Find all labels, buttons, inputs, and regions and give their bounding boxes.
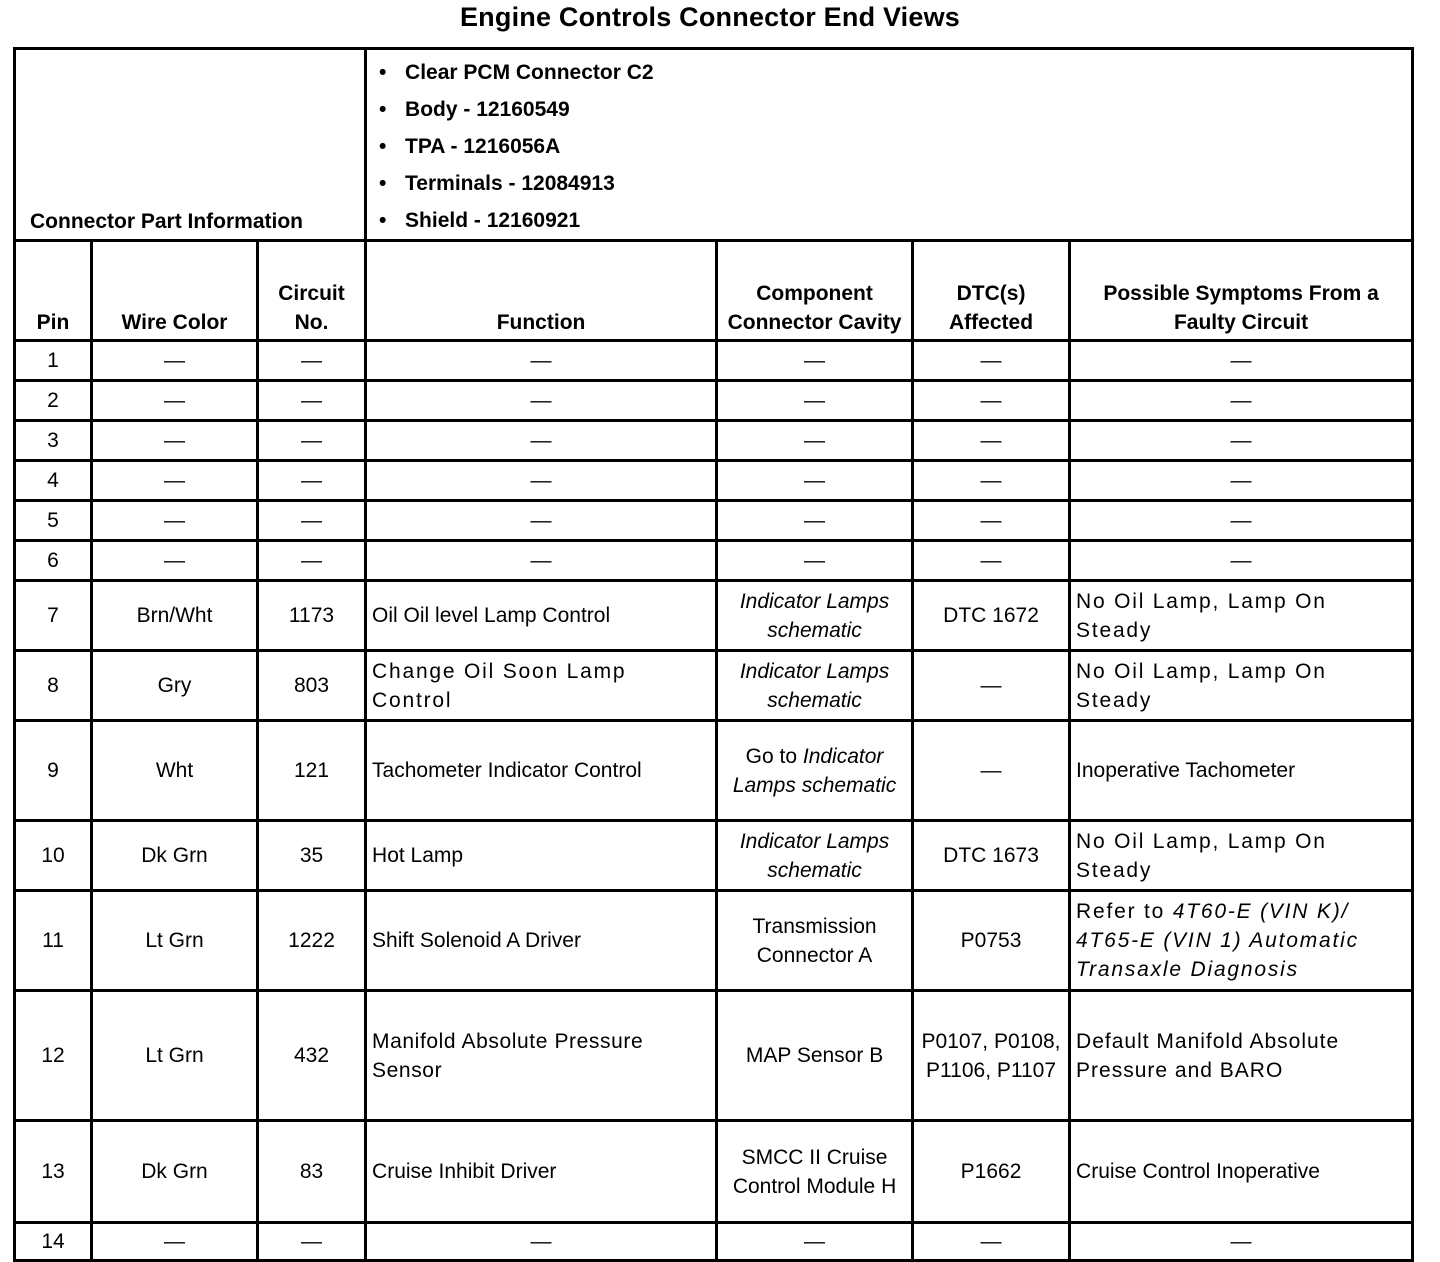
cavity-cell: — [717, 541, 913, 581]
circuit-cell: — [258, 381, 366, 421]
wire-color-cell: — [92, 421, 258, 461]
function-cell: Change Oil Soon Lamp Control [366, 651, 717, 721]
table-row [15, 581, 1413, 651]
symptom-reference: 4T60-E (VIN K)/ 4T65-E (VIN 1) Automatic Transaxle Diagnosis [1076, 900, 1359, 981]
function-cell: — [366, 421, 717, 461]
page-title: Engine Controls Connector End Views [459, 2, 961, 32]
symptom-cell: Inoperative Tachometer [1070, 721, 1413, 821]
table-row [15, 821, 1413, 891]
pin-cell: 2 [15, 381, 92, 421]
circuit-cell: — [258, 1223, 366, 1261]
pin-cell: 1 [15, 341, 92, 381]
header-row [15, 241, 1413, 341]
cavity-prefix: Go to [745, 744, 803, 768]
connector-info-item: • Shield - 12160921 [405, 202, 1411, 239]
table-row [15, 501, 1413, 541]
wire-color-cell: — [92, 341, 258, 381]
table-row [15, 341, 1413, 381]
cavity-cell: SMCC II Cruise Control Module H [717, 1121, 913, 1223]
pin-cell: 4 [15, 461, 92, 501]
dtc-cell: — [913, 461, 1070, 501]
pin-cell: 14 [15, 1223, 92, 1261]
wire-color-cell: — [92, 541, 258, 581]
cavity-cell: — [717, 501, 913, 541]
dtc-cell: DTC 1672 [913, 581, 1070, 651]
circuit-cell: 432 [258, 991, 366, 1121]
connector-table [13, 47, 1414, 1262]
wire-color-cell: — [92, 1223, 258, 1261]
header-function: Function [366, 241, 717, 341]
pin-cell: 10 [15, 821, 92, 891]
cavity-cell [717, 721, 913, 821]
dtc-cell: DTC 1673 [913, 821, 1070, 891]
table-row [15, 651, 1413, 721]
symptom-cell: Cruise Control Inoperative [1070, 1121, 1413, 1223]
function-cell: Oil Oil level Lamp Control [366, 581, 717, 651]
circuit-cell: 121 [258, 721, 366, 821]
cavity-cell: Indicator Lamps schematic [717, 581, 913, 651]
table-row [15, 991, 1413, 1121]
table-row [15, 1121, 1413, 1223]
wire-color-cell: Brn/Wht [92, 581, 258, 651]
dtc-cell: — [913, 651, 1070, 721]
wire-color-cell: — [92, 501, 258, 541]
circuit-cell: — [258, 421, 366, 461]
function-cell: — [366, 341, 717, 381]
pin-cell: 13 [15, 1121, 92, 1223]
function-cell: Cruise Inhibit Driver [366, 1121, 717, 1223]
function-cell: — [366, 381, 717, 421]
cavity-cell: — [717, 461, 913, 501]
circuit-cell: — [258, 541, 366, 581]
symptom-cell: No Oil Lamp, Lamp On Steady [1070, 821, 1413, 891]
connector-info-item: • TPA - 1216056A [405, 128, 1411, 165]
circuit-cell: 35 [258, 821, 366, 891]
symptom-cell [1070, 891, 1413, 991]
table-row [15, 1223, 1413, 1261]
symptom-cell: — [1070, 501, 1413, 541]
cavity-cell: MAP Sensor B [717, 991, 913, 1121]
cavity-link: Indicator Lamps schematic [732, 744, 897, 797]
header-pin: Pin [15, 241, 92, 341]
cavity-cell: — [717, 341, 913, 381]
symptom-cell: — [1070, 541, 1413, 581]
circuit-cell: — [258, 461, 366, 501]
symptom-cell: — [1070, 381, 1413, 421]
pin-cell: 3 [15, 421, 92, 461]
circuit-cell: 803 [258, 651, 366, 721]
function-cell: Hot Lamp [366, 821, 717, 891]
header-cavity: Component Connector Cavity [717, 241, 913, 341]
cavity-cell: — [717, 421, 913, 461]
connector-info-item: • Clear PCM Connector C2 [405, 54, 1411, 91]
circuit-cell: — [258, 501, 366, 541]
cavity-cell: — [717, 1223, 913, 1261]
function-cell: — [366, 541, 717, 581]
function-cell: Shift Solenoid A Driver [366, 891, 717, 991]
table-row [15, 421, 1413, 461]
pin-cell: 9 [15, 721, 92, 821]
table-row [15, 381, 1413, 421]
function-cell: — [366, 501, 717, 541]
wire-color-cell: — [92, 381, 258, 421]
circuit-cell: 1173 [258, 581, 366, 651]
dtc-cell: — [913, 341, 1070, 381]
circuit-cell: 83 [258, 1121, 366, 1223]
symptom-cell: — [1070, 421, 1413, 461]
symptom-cell: No Oil Lamp, Lamp On Steady [1070, 581, 1413, 651]
table-row [15, 721, 1413, 821]
function-cell: Manifold Absolute Pressure Sensor [366, 991, 717, 1121]
pin-cell: 8 [15, 651, 92, 721]
circuit-cell: 1222 [258, 891, 366, 991]
circuit-cell: — [258, 341, 366, 381]
table-row [15, 461, 1413, 501]
wire-color-cell: Lt Grn [92, 991, 258, 1121]
dtc-cell: P0107, P0108, P1106, P1107 [913, 991, 1070, 1121]
wire-color-cell: Gry [92, 651, 258, 721]
cavity-cell: — [717, 381, 913, 421]
pin-cell: 6 [15, 541, 92, 581]
connector-info-item: • Body - 12160549 [405, 91, 1411, 128]
pin-rows [15, 341, 1413, 1261]
symptom-cell: — [1070, 461, 1413, 501]
wire-color-cell: Wht [92, 721, 258, 821]
symptom-cell: No Oil Lamp, Lamp On Steady [1070, 651, 1413, 721]
cavity-cell: Indicator Lamps schematic [717, 651, 913, 721]
pin-cell: 5 [15, 501, 92, 541]
symptom-cell: Default Manifold Absolute Pressure and BARO [1070, 991, 1413, 1121]
wire-color-cell: Dk Grn [92, 821, 258, 891]
connector-info-row [15, 49, 1413, 241]
header-symptoms: Possible Symptoms From a Faulty Circuit [1070, 241, 1413, 341]
pin-cell: 7 [15, 581, 92, 651]
table-row [15, 891, 1413, 991]
symptom-cell: — [1070, 1223, 1413, 1261]
dtc-cell: — [913, 721, 1070, 821]
dtc-cell: — [913, 541, 1070, 581]
dtc-cell: — [913, 381, 1070, 421]
connector-info-item: • Terminals - 12084913 [405, 165, 1411, 202]
dtc-cell: P1662 [913, 1121, 1070, 1223]
pin-cell: 11 [15, 891, 92, 991]
connector-info-list-cell [366, 49, 1413, 241]
function-cell: — [366, 461, 717, 501]
connector-info-list [367, 50, 1411, 239]
wire-color-cell: Lt Grn [92, 891, 258, 991]
symptom-prefix: Refer to [1076, 900, 1173, 923]
function-cell: — [366, 1223, 717, 1261]
cavity-cell: Indicator Lamps schematic [717, 821, 913, 891]
dtc-cell: — [913, 1223, 1070, 1261]
symptom-cell: — [1070, 341, 1413, 381]
function-cell: Tachometer Indicator Control [366, 721, 717, 821]
pin-cell: 12 [15, 991, 92, 1121]
wire-color-cell: — [92, 461, 258, 501]
dtc-cell: — [913, 501, 1070, 541]
table-row [15, 541, 1413, 581]
wire-color-cell: Dk Grn [92, 1121, 258, 1223]
header-wire-color: Wire Color [92, 241, 258, 341]
header-circuit: Circuit No. [258, 241, 366, 341]
dtc-cell: — [913, 421, 1070, 461]
header-dtc: DTC(s) Affected [913, 241, 1070, 341]
connector-info-label: Connector Part Information [15, 49, 366, 241]
cavity-cell: Transmission Connector A [717, 891, 913, 991]
dtc-cell: P0753 [913, 891, 1070, 991]
